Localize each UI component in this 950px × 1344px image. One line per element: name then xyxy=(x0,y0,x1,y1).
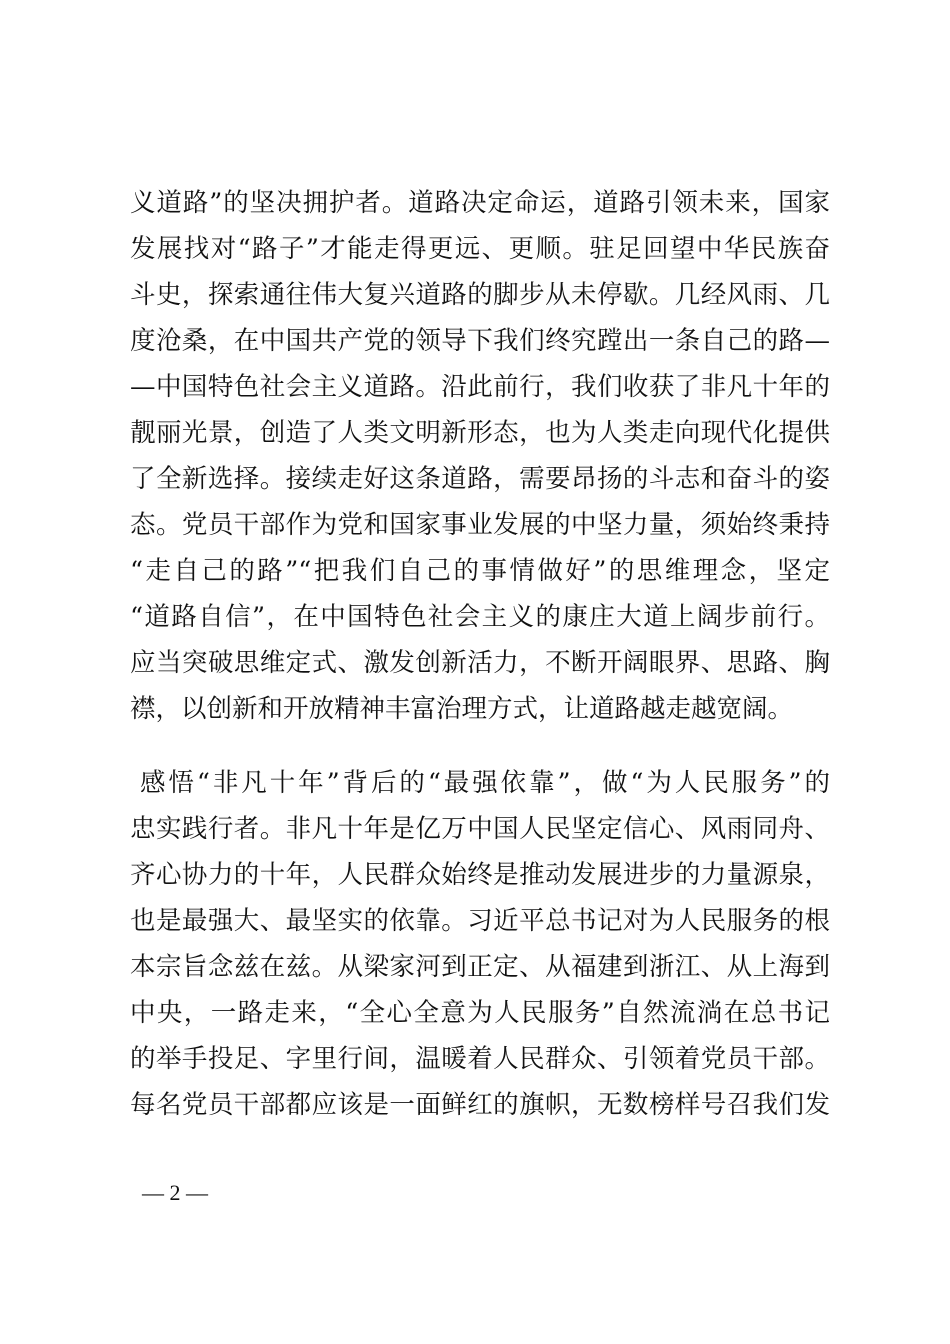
page-number: — 2 — xyxy=(142,1180,208,1205)
text-line: “道路自信”，在中国特色社会主义的康庄大道上阔步前行。 xyxy=(130,602,830,632)
text-line: 齐心协力的十年，人民群众始终是推动发展进步的力量源泉， xyxy=(130,860,830,890)
text-line: “走自己的路”“把我们自己的事情做好”的思维理念，坚定 xyxy=(130,556,830,586)
text-line: 的举手投足、字里行间，温暖着人民群众、引领着党员干部。 xyxy=(130,1044,830,1074)
text-line: 也是最强大、最坚实的依靠。习近平总书记对为人民服务的根 xyxy=(130,906,830,936)
text-line: —中国特色社会主义道路。沿此前行，我们收获了非凡十年的 xyxy=(130,372,830,402)
text-line: 斗史，探索通往伟大复兴道路的脚步从未停歇。几经风雨、几 xyxy=(130,280,830,310)
text-line: 义道路”的坚决拥护者。道路决定命运，道路引领未来，国家 xyxy=(130,188,830,218)
text-line: 发展找对“路子”才能走得更远、更顺。驻足回望中华民族奋 xyxy=(130,234,830,264)
text-line: 每名党员干部都应该是一面鲜红的旗帜，无数榜样号召我们发 xyxy=(130,1090,830,1120)
text-line: 忠实践行者。非凡十年是亿万中国人民坚定信心、风雨同舟、 xyxy=(130,814,830,844)
text-line: 中央，一路走来，“全心全意为人民服务”自然流淌在总书记 xyxy=(130,998,830,1028)
text-line: 应当突破思维定式、激发创新活力，不断开阔眼界、思路、胸 xyxy=(130,648,830,678)
text-line: 感悟“非凡十年”背后的“最强依靠”，做“为人民服务”的 xyxy=(140,768,830,798)
text-line: 度沧桑，在中国共产党的领导下我们终究蹚出一条自己的路— xyxy=(130,326,830,356)
text-line: 了全新选择。接续走好这条道路，需要昂扬的斗志和奋斗的姿 xyxy=(130,464,830,494)
text-line: 靓丽光景，创造了人类文明新形态，也为人类走向现代化提供 xyxy=(130,418,830,448)
paragraph-road xyxy=(130,180,830,732)
text-line: 襟，以创新和开放精神丰富治理方式，让道路越走越宽阔。 xyxy=(130,694,794,724)
text-line: 态。党员干部作为党和国家事业发展的中坚力量，须始终秉持 xyxy=(130,510,830,540)
paragraph-people xyxy=(130,760,830,1128)
text-line: 本宗旨念兹在兹。从梁家河到正定、从福建到浙江、从上海到 xyxy=(130,952,830,982)
